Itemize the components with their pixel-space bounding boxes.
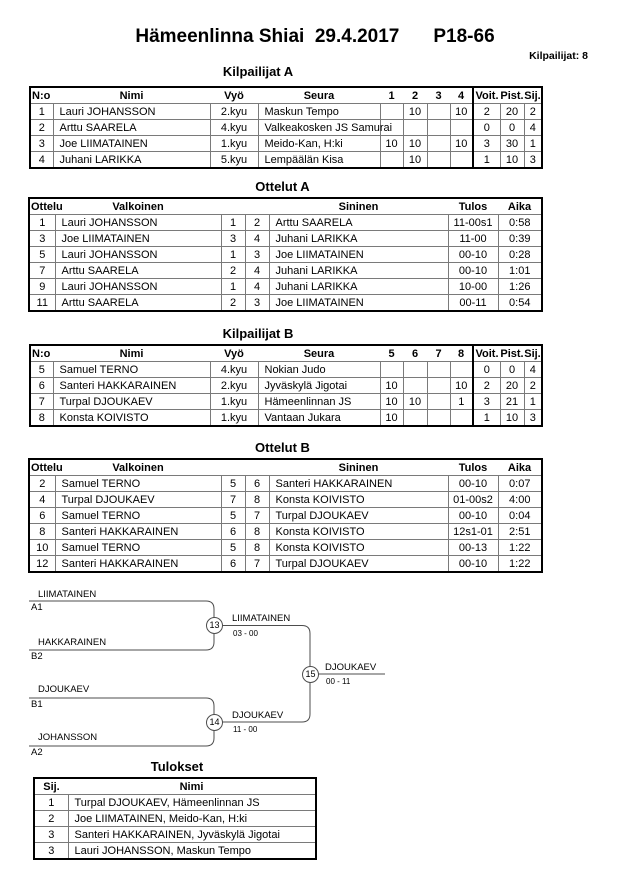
blue-cell: Konsta KOIVISTO	[269, 540, 448, 556]
blue-no-cell: 8	[245, 492, 269, 508]
name-cell: Lauri JOHANSSON	[53, 104, 210, 120]
bracket-seed-label: A1	[31, 602, 43, 613]
club-cell: Valkeakosken JS Samurai	[258, 120, 380, 136]
col-place: Sij.	[524, 345, 542, 362]
white-cell: Samuel TERNO	[55, 476, 221, 492]
points-cell: 10	[500, 410, 524, 427]
table-row	[34, 827, 316, 843]
no-cell: 8	[30, 410, 53, 427]
white-no-cell: 1	[221, 279, 245, 295]
col-no: N:o	[30, 345, 53, 362]
result-cell: 00-10	[448, 263, 498, 279]
blue-cell: Turpal DJOUKAEV	[269, 508, 448, 524]
white-cell: Santeri HAKKARAINEN	[55, 524, 221, 540]
col-belt: Vyö	[210, 87, 258, 104]
blue-no-cell: 8	[245, 540, 269, 556]
white-cell: Arttu SAARELA	[55, 295, 221, 312]
white-cell: Joe LIIMATAINEN	[55, 231, 221, 247]
result-cell: 00-13	[448, 540, 498, 556]
no-cell: 3	[30, 136, 53, 152]
competitor-count: Kilpailijat: 8	[529, 50, 588, 62]
col-wins: Voit.	[473, 87, 500, 104]
col-time: Aika	[498, 459, 542, 476]
white-cell: Lauri JOHANSSON	[55, 247, 221, 263]
white-cell: Lauri JOHANSSON	[55, 279, 221, 295]
round-cell: 1	[450, 394, 473, 410]
blue-no-cell: 8	[245, 524, 269, 540]
matches-b-heading: Ottelut B	[255, 440, 310, 455]
wins-cell: 3	[473, 394, 500, 410]
match-number-badge: 14	[206, 714, 223, 731]
match-number-badge: 15	[302, 666, 319, 683]
bracket-winner-name: LIIMATAINEN	[232, 613, 291, 624]
round-cell: 10	[403, 394, 427, 410]
result-cell: 00-10	[448, 556, 498, 573]
place-cell: 1	[524, 136, 542, 152]
white-cell: Arttu SAARELA	[55, 263, 221, 279]
match-no-cell: 11	[29, 295, 55, 312]
name-cell: Joe LIIMATAINEN	[53, 136, 210, 152]
white-no-cell: 1	[221, 215, 245, 231]
col-result: Tulos	[448, 459, 498, 476]
white-no-cell: 2	[221, 295, 245, 312]
club-cell: Meido-Kan, H:ki	[258, 136, 380, 152]
name-cell: Turpal DJOUKAEV	[53, 394, 210, 410]
time-cell: 4:00	[498, 492, 542, 508]
col-place: Sij.	[34, 778, 68, 795]
white-cell: Samuel TERNO	[55, 508, 221, 524]
club-cell: Maskun Tempo	[258, 104, 380, 120]
blue-no-cell: 6	[245, 476, 269, 492]
no-cell: 5	[30, 362, 53, 378]
match-no-cell: 2	[29, 476, 55, 492]
col-points: Pist.	[500, 345, 524, 362]
blue-cell: Juhani LARIKKA	[269, 279, 448, 295]
bracket-winner-name: DJOUKAEV	[232, 710, 284, 721]
time-cell: 0:58	[498, 215, 542, 231]
wins-cell: 2	[473, 104, 500, 120]
blue-cell: Konsta KOIVISTO	[269, 492, 448, 508]
blue-no-cell: 4	[245, 263, 269, 279]
blue-no-cell: 7	[245, 556, 269, 573]
blue-cell: Konsta KOIVISTO	[269, 524, 448, 540]
table-row	[34, 795, 316, 811]
match-no-cell: 9	[29, 279, 55, 295]
blue-cell: Joe LIIMATAINEN	[269, 247, 448, 263]
place-cell: 2	[524, 378, 542, 394]
round-cell: 10	[450, 378, 473, 394]
col-wins: Voit.	[473, 345, 500, 362]
round-cell: 10	[403, 104, 427, 120]
points-cell: 0	[500, 120, 524, 136]
time-cell: 0:39	[498, 231, 542, 247]
blue-cell: Turpal DJOUKAEV	[269, 556, 448, 573]
pool-a-heading: Kilpailijat A	[222, 64, 294, 79]
match-no-cell: 12	[29, 556, 55, 573]
col-club: Seura	[258, 345, 380, 362]
white-cell: Turpal DJOUKAEV	[55, 492, 221, 508]
blue-cell: Arttu SAARELA	[269, 215, 448, 231]
points-cell: 21	[500, 394, 524, 410]
white-no-cell: 6	[221, 524, 245, 540]
blue-no-cell: 7	[245, 508, 269, 524]
belt-cell: 4.kyu	[210, 362, 258, 378]
bracket-seed-label: A2	[31, 747, 43, 758]
belt-cell: 5.kyu	[210, 152, 258, 169]
col-result: Tulos	[448, 198, 498, 215]
bracket-slot-name: JOHANSSON	[38, 732, 98, 743]
col-round: 8	[450, 345, 473, 362]
col-round: 3	[427, 87, 450, 104]
col-name: Nimi	[53, 345, 210, 362]
bracket-score: 03 - 00	[233, 629, 258, 638]
white-no-cell: 3	[221, 231, 245, 247]
result-cell: 00-10	[448, 247, 498, 263]
results-table	[33, 777, 317, 860]
bracket-score: 00 - 11	[326, 677, 351, 686]
name-cell: Turpal DJOUKAEV, Hämeenlinnan JS	[68, 795, 316, 811]
bracket-winner-name: DJOUKAEV	[325, 662, 377, 673]
wins-cell: 1	[473, 410, 500, 427]
bracket-slot-name: DJOUKAEV	[38, 684, 90, 695]
no-cell: 2	[30, 120, 53, 136]
bracket-score: 11 - 00	[233, 725, 258, 734]
no-cell: 1	[30, 104, 53, 120]
white-cell: Lauri JOHANSSON	[55, 215, 221, 231]
white-no-cell: 5	[221, 508, 245, 524]
club-cell: Hämeenlinnan JS	[258, 394, 380, 410]
club-cell: Vantaan Jukara	[258, 410, 380, 427]
result-cell: 12s1-01	[448, 524, 498, 540]
time-cell: 1:01	[498, 263, 542, 279]
col-round: 1	[380, 87, 403, 104]
col-no: N:o	[30, 87, 53, 104]
points-cell: 20	[500, 378, 524, 394]
col-points: Pist.	[500, 87, 524, 104]
belt-cell: 1.kyu	[210, 394, 258, 410]
round-cell: 10	[450, 104, 473, 120]
wins-cell: 3	[473, 136, 500, 152]
place-cell: 3	[524, 410, 542, 427]
match-no-cell: 8	[29, 524, 55, 540]
result-cell: 00-10	[448, 508, 498, 524]
place-cell: 1	[34, 795, 68, 811]
club-cell: Nokian Judo	[258, 362, 380, 378]
match-number-badge: 13	[206, 617, 223, 634]
time-cell: 0:04	[498, 508, 542, 524]
white-cell: Santeri HAKKARAINEN	[55, 556, 221, 573]
col-round: 4	[450, 87, 473, 104]
bracket-seed-label: B1	[31, 699, 43, 710]
blue-no-cell: 3	[245, 247, 269, 263]
blue-no-cell: 2	[245, 215, 269, 231]
round-cell: 10	[403, 152, 427, 169]
round-cell: 10	[380, 394, 403, 410]
col-white: Valkoinen	[55, 459, 221, 476]
blue-no-cell: 4	[245, 279, 269, 295]
time-cell: 0:28	[498, 247, 542, 263]
place-cell: 3	[34, 843, 68, 860]
blue-no-cell: 4	[245, 231, 269, 247]
time-cell: 2:51	[498, 524, 542, 540]
col-round: 2	[403, 87, 427, 104]
name-cell: Lauri JOHANSSON, Maskun Tempo	[68, 843, 316, 860]
white-no-cell: 6	[221, 556, 245, 573]
bracket-slot-name: HAKKARAINEN	[38, 637, 107, 648]
title-event: Hämeenlinna Shiai 29.4.2017	[135, 26, 400, 47]
col-club: Seura	[258, 87, 380, 104]
white-no-cell: 1	[221, 247, 245, 263]
name-cell: Arttu SAARELA	[53, 120, 210, 136]
points-cell: 10	[500, 152, 524, 169]
points-cell: 0	[500, 362, 524, 378]
name-cell: Juhani LARIKKA	[53, 152, 210, 169]
white-cell: Samuel TERNO	[55, 540, 221, 556]
club-cell: Lempäälän Kisa	[258, 152, 380, 169]
blue-cell: Juhani LARIKKA	[269, 263, 448, 279]
no-cell: 7	[30, 394, 53, 410]
wins-cell: 0	[473, 120, 500, 136]
place-cell: 3	[524, 152, 542, 169]
belt-cell: 1.kyu	[210, 136, 258, 152]
place-cell: 4	[524, 362, 542, 378]
wins-cell: 2	[473, 378, 500, 394]
no-cell: 6	[30, 378, 53, 394]
time-cell: 0:54	[498, 295, 542, 312]
place-cell: 2	[34, 811, 68, 827]
name-cell: Konsta KOIVISTO	[53, 410, 210, 427]
place-cell: 2	[524, 104, 542, 120]
time-cell: 1:22	[498, 540, 542, 556]
white-no-cell: 2	[221, 263, 245, 279]
white-no-cell: 5	[221, 476, 245, 492]
time-cell: 0:07	[498, 476, 542, 492]
white-no-cell: 5	[221, 540, 245, 556]
title-category: P18-66	[433, 26, 495, 47]
match-no-cell: 5	[29, 247, 55, 263]
belt-cell: 4.kyu	[210, 120, 258, 136]
wins-cell: 0	[473, 362, 500, 378]
table-row	[34, 843, 316, 860]
blue-cell: Santeri HAKKARAINEN	[269, 476, 448, 492]
results-heading: Tulokset	[150, 759, 204, 774]
name-cell: Joe LIIMATAINEN, Meido-Kan, H:ki	[68, 811, 316, 827]
col-round: 5	[380, 345, 403, 362]
result-cell: 00-11	[448, 295, 498, 312]
round-cell: 10	[380, 136, 403, 152]
result-cell: 01-00s2	[448, 492, 498, 508]
col-belt: Vyö	[210, 345, 258, 362]
match-no-cell: 1	[29, 215, 55, 231]
wins-cell: 1	[473, 152, 500, 169]
col-blue: Sininen	[269, 459, 448, 476]
table-row	[34, 811, 316, 827]
col-round: 7	[427, 345, 450, 362]
belt-cell: 1.kyu	[210, 410, 258, 427]
matches-a-heading: Ottelut A	[255, 179, 310, 194]
result-cell: 11-00s1	[448, 215, 498, 231]
belt-cell: 2.kyu	[210, 104, 258, 120]
place-cell: 3	[34, 827, 68, 843]
blue-cell: Joe LIIMATAINEN	[269, 295, 448, 312]
club-cell: Jyväskylä Jigotai	[258, 378, 380, 394]
pool-b-heading: Kilpailijat B	[222, 326, 294, 341]
belt-cell: 2.kyu	[210, 378, 258, 394]
place-cell: 4	[524, 120, 542, 136]
time-cell: 1:26	[498, 279, 542, 295]
col-place: Sij.	[524, 87, 542, 104]
round-cell: 10	[403, 136, 427, 152]
col-name: Nimi	[68, 778, 316, 795]
col-round: 6	[403, 345, 427, 362]
name-cell: Santeri HAKKARAINEN	[53, 378, 210, 394]
round-cell: 10	[450, 136, 473, 152]
header-row	[34, 778, 316, 795]
match-no-cell: 6	[29, 508, 55, 524]
match-no-cell: 4	[29, 492, 55, 508]
result-cell: 10-00	[448, 279, 498, 295]
place-cell: 1	[524, 394, 542, 410]
bracket-slot-name: LIIMATAINEN	[38, 589, 97, 600]
col-white: Valkoinen	[55, 198, 221, 215]
col-match-no: Ottelu	[29, 459, 55, 476]
round-cell: 10	[380, 378, 403, 394]
blue-no-cell: 3	[245, 295, 269, 312]
blue-cell: Juhani LARIKKA	[269, 231, 448, 247]
match-no-cell: 7	[29, 263, 55, 279]
match-no-cell: 3	[29, 231, 55, 247]
points-cell: 30	[500, 136, 524, 152]
name-cell: Samuel TERNO	[53, 362, 210, 378]
no-cell: 4	[30, 152, 53, 169]
col-match-no: Ottelu	[29, 198, 55, 215]
result-cell: 11-00	[448, 231, 498, 247]
white-no-cell: 7	[221, 492, 245, 508]
col-blue: Sininen	[269, 198, 448, 215]
match-no-cell: 10	[29, 540, 55, 556]
name-cell: Santeri HAKKARAINEN, Jyväskylä Jigotai	[68, 827, 316, 843]
points-cell: 20	[500, 104, 524, 120]
round-cell: 10	[380, 410, 403, 427]
time-cell: 1:22	[498, 556, 542, 573]
col-name: Nimi	[53, 87, 210, 104]
col-time: Aika	[498, 198, 542, 215]
result-cell: 00-10	[448, 476, 498, 492]
bracket-seed-label: B2	[31, 651, 43, 662]
